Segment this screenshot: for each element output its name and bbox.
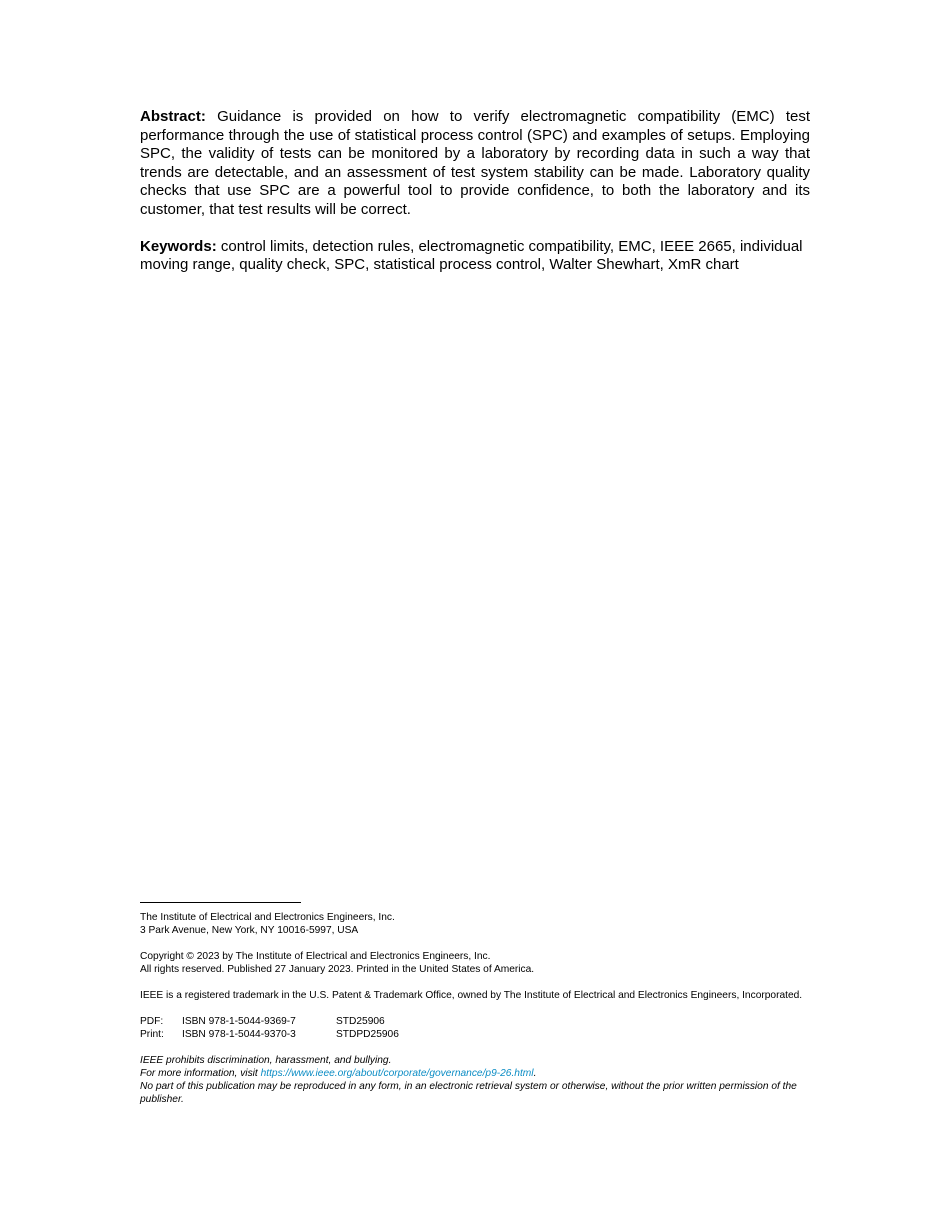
isbn-row-print <box>140 1028 812 1041</box>
keywords-label: Keywords: <box>140 237 217 255</box>
rights-line: All rights reserved. Published 27 January 2023. Printed in the United States of America. <box>140 964 535 975</box>
keywords-text: control limits, detection rules, electromagnetic compatibility, EMC, IEEE 2665, individual moving range, quality check, SPC, statistical process control, Walter Shewhart, XmR chart <box>140 237 803 274</box>
policy-line: IEEE prohibits discrimination, harassment, and bullying. <box>140 1055 392 1066</box>
isbn-row-pdf <box>140 1015 812 1028</box>
footnote-divider <box>140 902 301 903</box>
info-prefix: For more information, visit <box>140 1068 261 1079</box>
info-line <box>140 1067 812 1080</box>
trademark-line: IEEE is a registered trademark in the U.S. Patent & Trademark Office, owned by The Institute of Electrical and Electronics Engineers, Incorporated. <box>140 990 803 1001</box>
isbn-number: ISBN 978-1-5044-9369-7 <box>182 1016 296 1027</box>
trademark-block <box>140 989 812 1002</box>
abstract-text: Guidance is provided on how to verify electromagnetic compatibility (EMC) test performance through the use of statistical process control (SPC) and examples of setups. Employing SPC, the validity of tests can be monitored by a laboratory by recording data in such a way that trends are detectable, and an assessment of test system stability can be made. Laboratory quality checks that use SPC are a powerful tool to provide confidence, to both the laboratory and its customer, that test results will be correct. <box>140 108 810 218</box>
reproduction-notice: No part of this publication may be reproduced in any form, in an electronic retrieval system or otherwise, without the prior written permission of the publisher. <box>140 1081 797 1105</box>
isbn-code: STDPD25906 <box>336 1029 399 1040</box>
abstract-label: Abstract: <box>140 108 206 125</box>
abstract-paragraph <box>140 108 810 220</box>
isbn-format: PDF: <box>140 1016 164 1027</box>
isbn-code: STD25906 <box>336 1016 385 1027</box>
policy-block <box>140 1054 812 1106</box>
info-suffix: . <box>533 1068 537 1079</box>
isbn-number: ISBN 978-1-5044-9370-3 <box>182 1029 296 1040</box>
publisher-block <box>140 911 812 937</box>
copyright-line: Copyright © 2023 by The Institute of Electrical and Electronics Engineers, Inc. <box>140 951 491 962</box>
footnote-block <box>140 902 812 1119</box>
front-matter <box>140 108 810 275</box>
governance-link[interactable]: https://www.ieee.org/about/corporate/governance/p9-26.html <box>260 1068 534 1079</box>
isbn-block <box>140 1015 812 1041</box>
copyright-block <box>140 950 812 976</box>
keywords-paragraph <box>140 238 810 275</box>
publisher-address: 3 Park Avenue, New York, NY 10016-5997, USA <box>140 925 359 936</box>
publisher-name: The Institute of Electrical and Electronics Engineers, Inc. <box>140 912 395 923</box>
isbn-format: Print: <box>140 1029 164 1040</box>
